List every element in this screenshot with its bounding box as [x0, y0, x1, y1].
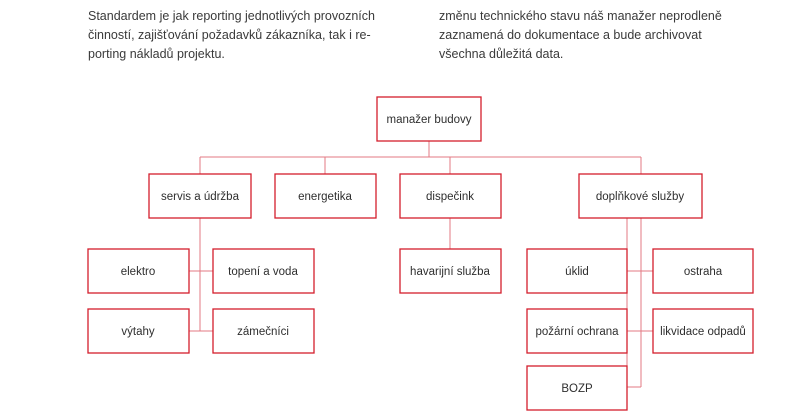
- node-bozp: [527, 366, 627, 410]
- node-vytahy: [88, 309, 189, 353]
- node-havarijni-label: havarijní služba: [410, 266, 490, 278]
- node-doplnkove-label: doplňkové služby: [595, 191, 685, 203]
- node-servis-label: servis a údržba: [161, 191, 239, 203]
- node-uklid-label: úklid: [565, 266, 589, 278]
- node-ostraha: [653, 249, 753, 293]
- node-uklid: [527, 249, 627, 293]
- node-dispecink: [400, 174, 501, 218]
- right-paragraph: změnu technického stavu náš manažer neprodleně zaznamená do dokumentace a bude archivovat všechna důležitá data.: [439, 9, 722, 61]
- node-likvidace: [653, 309, 753, 353]
- node-root-label: manažer budovy: [386, 114, 472, 126]
- node-zamecnici-label: zámečníci: [237, 326, 289, 338]
- node-zamecnici: [213, 309, 314, 353]
- node-pozarni-label: požární ochrana: [535, 326, 619, 338]
- node-energetika: [275, 174, 376, 218]
- left-paragraph: Standardem je jak reporting jednotlivých provozních činností, zajišťování požadavků zákazníka, tak i re- porting nákladů projektu.: [88, 9, 375, 61]
- node-energetika-label: energetika: [298, 191, 352, 203]
- node-elektro-label: elektro: [120, 266, 156, 278]
- node-pozarni: [527, 309, 627, 353]
- node-doplnkove: [579, 174, 702, 218]
- node-vytahy-label: výtahy: [121, 326, 155, 338]
- node-root: [377, 97, 481, 141]
- node-ostraha-label: ostraha: [683, 266, 723, 278]
- node-topeni-label: topení a voda: [228, 266, 298, 278]
- node-bozp-label: BOZP: [561, 383, 593, 395]
- node-dispecink-label: dispečink: [426, 191, 474, 203]
- node-servis: [149, 174, 251, 218]
- node-havarijni: [400, 249, 501, 293]
- node-elektro: [88, 249, 189, 293]
- node-topeni: [213, 249, 314, 293]
- node-likvidace-label: likvidace odpadů: [660, 326, 746, 338]
